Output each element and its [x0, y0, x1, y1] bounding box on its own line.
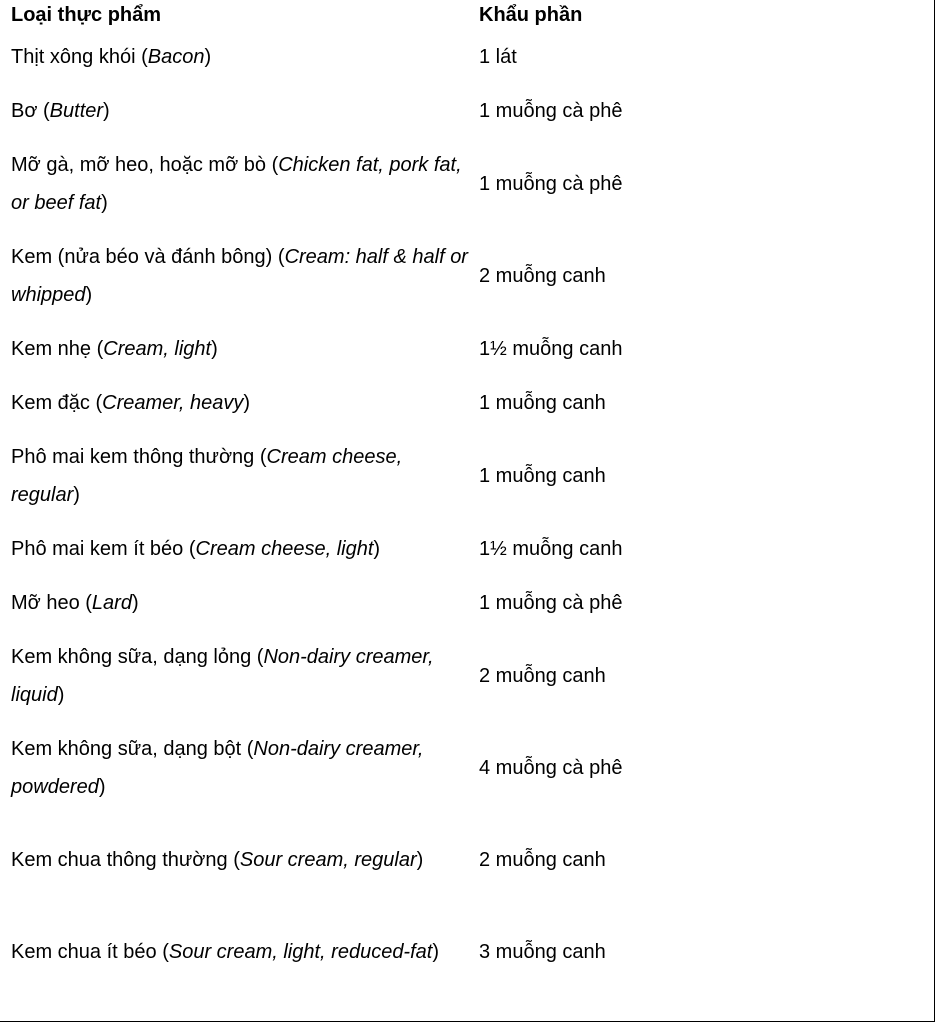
- table-row: [0, 576, 934, 630]
- food-cell: Kem không sữa, dạng bột (Non-dairy creamer, powdered): [11, 738, 424, 798]
- serving-cell: 2 muỗng canh: [479, 849, 606, 871]
- table-row: [0, 722, 934, 814]
- serving-cell: 3 muỗng canh: [479, 941, 606, 963]
- table-row: [0, 376, 934, 430]
- header-food: Loại thực phẩm: [11, 4, 162, 26]
- food-cell: Kem không sữa, dạng lỏng (Non-dairy creamer, liquid): [11, 646, 434, 706]
- food-cell: Thịt xông khói (Bacon): [11, 46, 212, 68]
- food-cell: Kem (nửa béo và đánh bông) (Cream: half & half or whipped): [11, 246, 468, 306]
- serving-cell: 1 lát: [479, 46, 517, 68]
- food-cell: Phô mai kem ít béo (Cream cheese, light): [11, 538, 381, 560]
- serving-cell: 4 muỗng cà phê: [479, 757, 623, 779]
- table-row: [0, 430, 934, 522]
- table-row: [0, 322, 934, 376]
- serving-cell: 1 muỗng cà phê: [479, 100, 623, 122]
- table-row: [0, 522, 934, 576]
- serving-cell: 1 muỗng canh: [479, 465, 606, 487]
- food-cell: Mỡ gà, mỡ heo, hoặc mỡ bò (Chicken fat, pork fat, or beef fat): [11, 154, 462, 214]
- food-cell: Phô mai kem thông thường (Cream cheese, regular): [11, 446, 403, 506]
- table-header-row: [0, 0, 934, 30]
- serving-cell: 2 muỗng canh: [479, 665, 606, 687]
- serving-cell: 1 muỗng cà phê: [479, 592, 623, 614]
- table-row: [0, 230, 934, 322]
- serving-cell: 1 muỗng cà phê: [479, 173, 623, 195]
- food-cell: Kem đặc (Creamer, heavy): [11, 392, 250, 414]
- header-serving: Khẩu phần: [479, 4, 583, 26]
- table-row: [0, 138, 934, 230]
- food-cell: Bơ (Butter): [11, 100, 110, 122]
- serving-cell: 1½ muỗng canh: [479, 538, 623, 560]
- table-row: [0, 84, 934, 138]
- table-row: [0, 906, 934, 998]
- serving-cell: 2 muỗng canh: [479, 265, 606, 287]
- table-row: [0, 630, 934, 722]
- food-cell: Kem chua ít béo (Sour cream, light, reduced-fat): [11, 941, 440, 963]
- food-cell: Kem chua thông thường (Sour cream, regular): [11, 849, 424, 871]
- table-row: [0, 30, 934, 84]
- serving-cell: 1 muỗng canh: [479, 392, 606, 414]
- serving-cell: 1½ muỗng canh: [479, 338, 623, 360]
- food-cell: Mỡ heo (Lard): [11, 592, 139, 614]
- table-row: [0, 814, 934, 906]
- food-cell: Kem nhẹ (Cream, light): [11, 338, 218, 360]
